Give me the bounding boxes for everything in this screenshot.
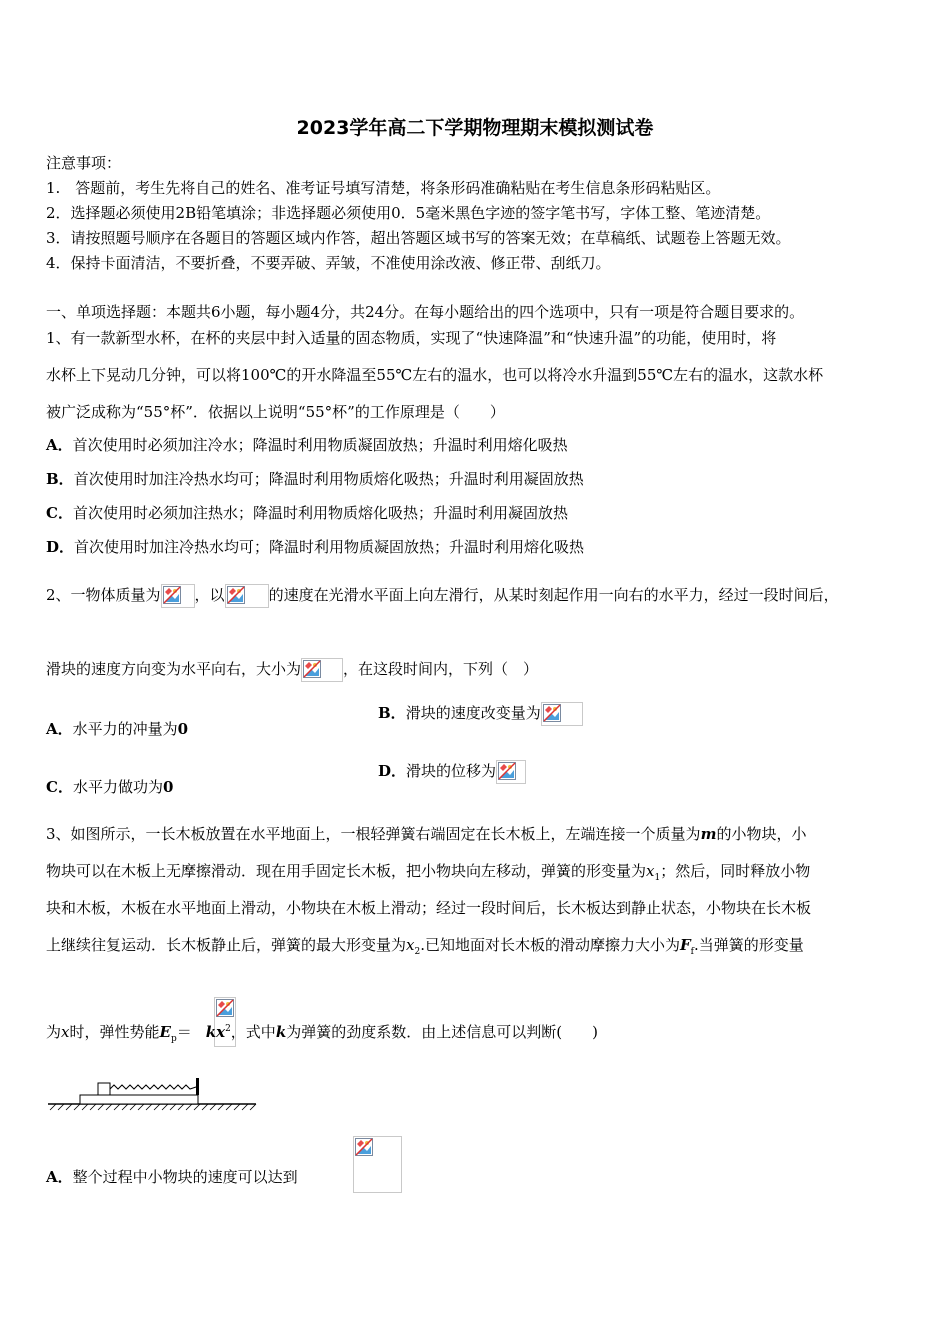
option-text: 首次使用时加注冷热水均可；降温时利用物质熔化吸热；升温时利用凝固放热	[73, 470, 584, 488]
broken-image-icon	[225, 584, 269, 608]
q2-option-d[interactable]	[378, 760, 526, 784]
spring-board-diagram	[46, 1076, 260, 1112]
q3-var: x	[406, 936, 415, 954]
broken-image-icon	[301, 658, 343, 682]
q3-sub: 2	[414, 947, 421, 957]
q1-line: 1、有一款新型水杯，在杯的夹层中封入适量的固态物质，实现了“快速降温”和“快速升温”的功能，使用时，将	[46, 329, 777, 347]
spring	[110, 1085, 196, 1089]
q2-option-b[interactable]	[378, 702, 583, 726]
q3-var: m	[700, 825, 717, 843]
q1-option-a[interactable]	[46, 434, 568, 455]
q2-line-2	[46, 658, 538, 682]
q3-var: x	[61, 1023, 70, 1041]
q3-sup: 2	[225, 1024, 231, 1034]
q3-text: 为	[46, 1023, 62, 1041]
page-title: 2023学年高二下学期物理期末模拟测试卷	[296, 117, 654, 139]
q3-line-5	[46, 1021, 598, 1044]
small-block	[98, 1083, 110, 1095]
q3-sub: p	[170, 1034, 177, 1044]
long-board	[80, 1095, 198, 1104]
q3-text: 为弹簧的劲度系数．由上述信息可以判断( )	[286, 1023, 598, 1041]
q1-option-c[interactable]	[46, 502, 568, 523]
q1-option-d[interactable]	[46, 536, 584, 557]
board-stop	[196, 1078, 199, 1095]
q3-var: F	[680, 936, 691, 954]
q3-text: 的小物块，小	[716, 825, 807, 843]
option-text: 首次使用时必须加注冷水；降温时利用物质凝固放热；升温时利用熔化吸热	[72, 436, 568, 454]
option-label: B．	[378, 704, 406, 722]
broken-image-icon	[161, 584, 195, 608]
notice-item: 1. 答题前，考生先将自己的姓名、准考证号填写清楚，将条形码准确粘贴在考生信息条形码粘贴区。	[46, 179, 721, 197]
option-label: D．	[378, 762, 407, 780]
option-label: A．	[46, 436, 73, 454]
q3-line-1	[46, 823, 806, 844]
q3-text: 3、如图所示，一长木板放置在水平地面上，一根轻弹簧右端固定在长木板上，左端连接一个质量为	[46, 825, 701, 843]
q2-option-c[interactable]	[46, 776, 173, 797]
q3-sub: f	[690, 947, 694, 957]
q3-var: k	[275, 1023, 287, 1041]
option-label: C．	[46, 778, 73, 796]
q3-text: .已知地面对长木板的滑动摩擦力大小为	[420, 936, 680, 954]
option-label: C．	[46, 504, 73, 522]
q3-text: ，式中	[230, 1023, 276, 1041]
option-text: 水平力做功为	[72, 778, 163, 796]
q3-text: 上继续往复运动．长木板静止后，弹簧的最大形变量为	[46, 936, 407, 954]
option-text: 整个过程中小物块的速度可以达到	[72, 1168, 298, 1186]
option-value: 0	[177, 720, 189, 738]
q1-option-b[interactable]	[46, 468, 584, 489]
q3-line-3: 块和木板，木板在水平地面上滑动，小物块在木板上滑动；经过一段时间后，长木板达到静止状态，小物块在长木板	[46, 899, 812, 917]
broken-image-icon	[496, 760, 526, 784]
q3-option-a[interactable]	[46, 1166, 298, 1187]
q2-text: 滑块的速度方向变为水平向右，大小为	[46, 660, 302, 678]
q3-var: x	[646, 862, 655, 880]
q2-text: 2、一物体质量为	[46, 586, 161, 604]
option-label: A．	[46, 720, 73, 738]
option-label: B．	[46, 470, 74, 488]
q3-var: kx	[205, 1023, 226, 1041]
q1-line: 被广泛成称为“55°杯”．依据以上说明“55°杯”的工作原理是（ ）	[46, 403, 505, 421]
q3-text: .当弹簧的形变量	[694, 936, 804, 954]
option-label: A．	[46, 1168, 73, 1186]
q2-text: 的速度在光滑水平面上向左滑行，从某时刻起作用一向右的水平力，经过一段时间后，	[268, 586, 839, 604]
q2-line-1	[46, 584, 839, 608]
notice-item: 4．保持卡面清洁，不要折叠，不要弄破、弄皱，不准使用涂改液、修正带、刮纸刀。	[46, 254, 611, 272]
q3-text: ；然后，同时释放小物	[660, 862, 811, 880]
option-text: 滑块的速度改变量为	[405, 704, 541, 722]
option-value: 0	[162, 778, 174, 796]
broken-image-icon	[541, 702, 583, 726]
notice-heading: 注意事项：	[46, 154, 122, 172]
section-heading: 一、单项选择题：本题共6小题，每小题4分，共24分。在每小题给出的四个选项中，只有一项是符合题目要求的。	[46, 303, 805, 321]
option-text: 首次使用时必须加注热水；降温时利用物质熔化吸热；升温时利用凝固放热	[72, 504, 568, 522]
q3-text: 物块可以在木板上无摩擦滑动．现在用手固定长木板，把小物块向左移动，弹簧的形变量为	[46, 862, 647, 880]
option-label: D．	[46, 538, 75, 556]
notice-item: 2．选择题必须使用2B铅笔填涂；非选择题必须使用0．5毫米黑色字迹的签字笔书写，字体工整、笔迹清楚。	[46, 204, 771, 222]
notice-item: 3．请按照题号顺序在各题目的答题区域内作答，超出答题区域书写的答案无效；在草稿纸、试题卷上答题无效。	[46, 229, 791, 247]
ground-hatch	[48, 1104, 256, 1110]
q3-sub: 1	[654, 873, 661, 883]
q2-text: ，在这段时间内，下列（ ）	[343, 660, 539, 678]
q2-text: ，以	[194, 586, 225, 604]
q3-line-2	[46, 860, 810, 883]
q3-text: ＝	[176, 1023, 192, 1041]
q3-var: E	[159, 1023, 171, 1041]
option-text: 水平力的冲量为	[72, 720, 178, 738]
q3-text: 时，弹性势能	[69, 1023, 160, 1041]
q3-line-4	[46, 934, 804, 957]
option-text: 滑块的位移为	[406, 762, 497, 780]
q1-line: 水杯上下晃动几分钟，可以将100℃的开水降温至55℃左右的温水，也可以将冷水升温到55℃左右的温水，这款水杯	[46, 366, 824, 384]
q2-option-a[interactable]	[46, 718, 188, 739]
option-text: 首次使用时加注冷热水均可；降温时利用物质凝固放热；升温时利用熔化吸热	[74, 538, 585, 556]
broken-image-icon	[353, 1136, 402, 1193]
